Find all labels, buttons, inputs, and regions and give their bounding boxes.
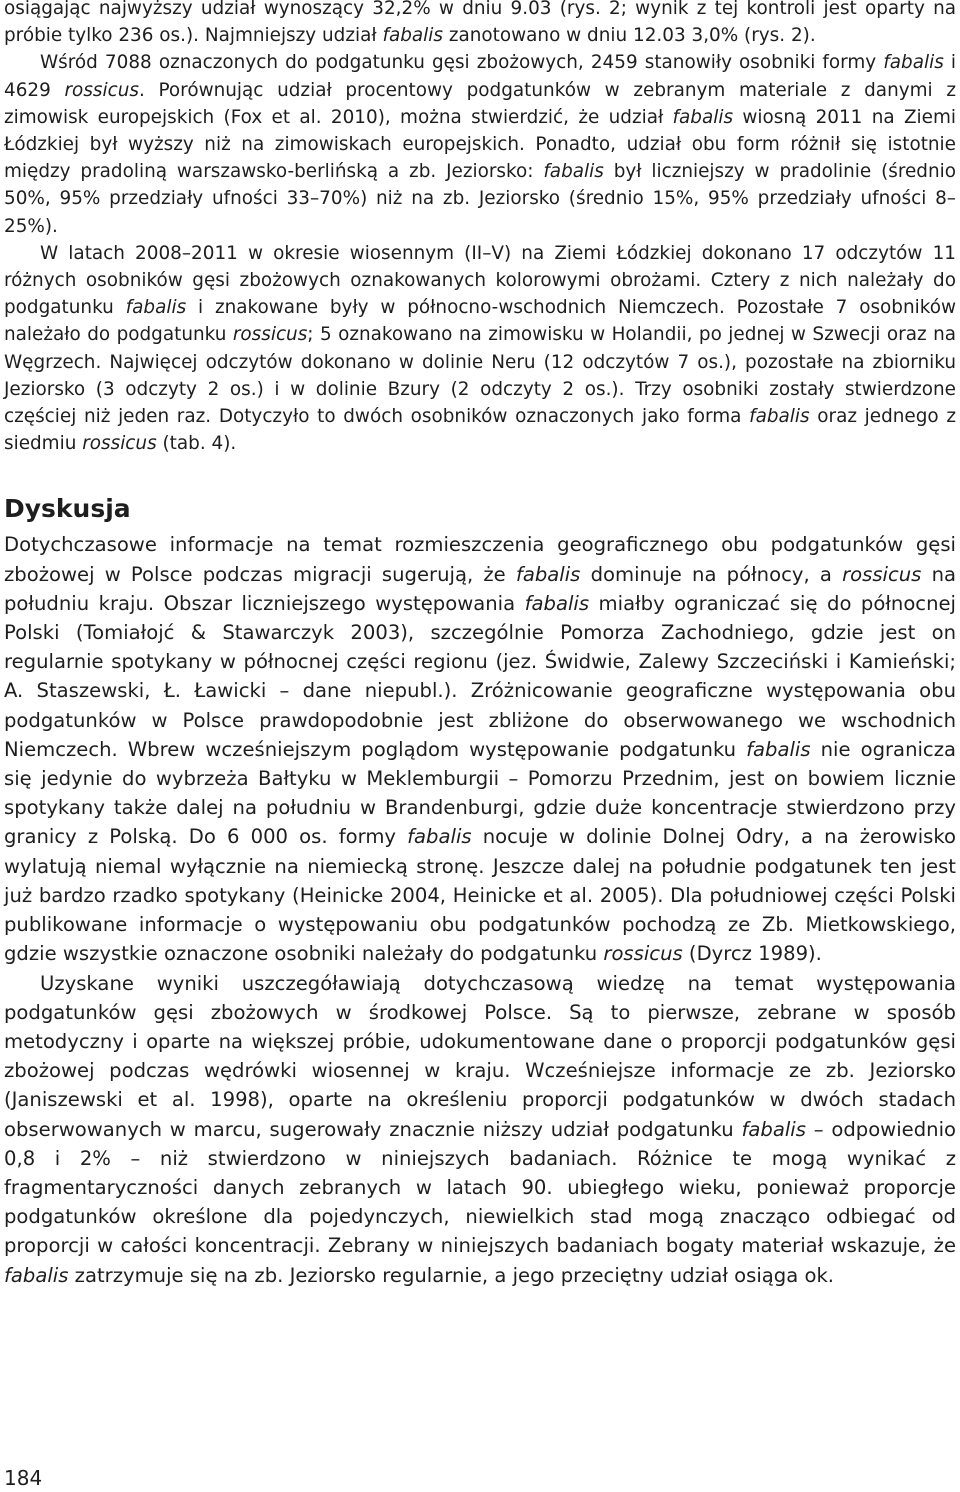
section-heading: Dyskusja (4, 494, 131, 524)
text-run: był liczniejszy w pradolinie (średnio 50%, 95% przedziały ufności 33–70%) niż na zb. Jeziorsko (średnio 15%, 95% przedziały ufności 8–25%). (4, 161, 956, 237)
taxon-name: rossicus (603, 942, 683, 966)
paragraph (4, 0, 956, 49)
taxon-name: fabalis (746, 737, 811, 761)
taxon-name: rossicus (232, 324, 308, 346)
taxon-name: fabalis (407, 825, 472, 849)
text-run: dominuje na północy, a (580, 562, 843, 586)
text-run: (Dyrcz 1989). (682, 942, 822, 966)
text-run: – odpowiednio 0,8 i 2% – niż stwierdzono w niniejszych badaniach. Różnice te mogą wynikać z fragmentaryczności danych zebranych w latach 90. ubiegłego wieku, ponieważ proporcje podgatunków określone dla pojedynczych, niewielkich stad mogą znacząco odbiegać od proporcji w całości koncentracji. Zebrany w niniejszych badaniach bogaty materiał wskazuje, że (4, 1117, 956, 1258)
taxon-name: fabalis (749, 406, 810, 428)
paragraph (4, 49, 956, 239)
text-run: i znakowane były w północno-wschodnich Niemczech. Pozostałe 7 osobników należało do podgatunku (4, 297, 957, 346)
taxon-name: fabalis (543, 161, 604, 183)
text-run: ; 5 oznakowano na zimowisku w Holandii, po jednej w Szwecji oraz na Węgrzech. Najwięcej odczytów dokonano w dolinie Neru (12 odczytów 7 os.), pozostałe na zbiorniku Jeziorsko (3 odczyty 2 os.) i w dolinie Bzury (2 odczyty 2 os.). Trzy osobniki zostały stwierdzone częściej niż jeden raz. Dotyczyło to dwóch osobników oznaczonych jako forma (4, 324, 956, 428)
text-run: Uzyskane wyniki uszczegóławiają dotychczasową wiedzę na temat występowania podgatunków gęsi zbożowych w środkowej Polsce. Są to pierwsze, zebrane w sposób metodyczny i oparte na większej próbie, udokumentowane dane o proporcji podgatunków gęsi zbożowej podczas wędrówki wiosennej w kraju. Wcześniejsze informacje ze zb. Jeziorsko (Janiszewski et al. 1998), oparte na określeniu proporcji podgatunków w dwóch stadach obserwowanych w marcu, sugerowały znacznie niższy udział podgatunku (4, 971, 956, 1141)
text-run: nie ogranicza się jedynie do wybrzeża Bałtyku w Meklemburgii – Pomorzu Przednim, jest on bowiem licznie spotykany także dalej na południu w Brandenburgi, gdzie duże koncentracje stwierdzono przy granicy z Polską. Do 6 000 os. formy (4, 737, 956, 849)
taxon-name: fabalis (672, 106, 734, 128)
text-run: i 4629 (4, 52, 956, 101)
text-run: Dotychczasowe informacje na temat rozmieszczenia geograficznego obu podgatunków gęsi zbożowej w Polsce podczas migracji sugerują, że (4, 533, 956, 586)
text-run: zatrzymuje się na zb. Jeziorsko regularnie, a jego przeciętny udział osiąga ok. (68, 1263, 835, 1287)
page-number: 184 (4, 1466, 43, 1490)
paragraph (4, 240, 956, 458)
text-run: wiosną 2011 na Ziemi Łódzkiej był wyższy niż na zimowiskach europejskich. Ponadto, udział obu form różnił się istotnie między pradoliną warszawsko-berlińską a zb. Jeziorsko: (4, 106, 956, 183)
text-run: . Porównując udział procentowy podgatunków w zebranym materiale z danymi z zimowisk europejskich (Fox et al. 2010), można stwierdzić, że udział (4, 79, 956, 128)
taxon-name: fabalis (382, 25, 443, 47)
taxon-name: fabalis (741, 1117, 806, 1141)
text-run: W latach 2008–2011 w okresie wiosennym (II–V) na Ziemi Łódzkiej dokonano 17 odczytów 11 różnych osobników gęsi zbożowych oznakowanych kolorowymi obrożami. Cztery z nich należały do podgatunku (4, 242, 956, 319)
text-run: miałby ograniczać się do północnej Polski (Tomiałojć & Stawarczyk 2003), szczególnie Pomorza Zachodniego, gdzie jest on regularnie spotykany w północnej części regionu (jez. Świdwie, Zalewy Szczeciński i Kamieński; A. Staszewski, Ł. Ławicki – dane niepubl.). Zróżnicowanie geograficzne występowania obu podgatunków w Polsce prawdopodobnie jest zbliżone do obserwowanego we wschodnich Niemczech. Wbrew wcześniejszym poglądom występowanie podgatunku (4, 591, 956, 761)
taxon-name: fabalis (4, 1263, 69, 1287)
text-run: osiągając najwyższy udział wynoszący 32,2% w dniu 9.03 (rys. 2; wynik z tej kontroli jest oparty na próbie tylko 236 os.). Najmniejszy udział (4, 0, 956, 47)
taxon-name: fabalis (125, 297, 187, 319)
text-run: nocuje w dolinie Dolnej Odry, a na żerowisko wylatują niemal wyłącznie na niemiecką stronę. Jeszcze dalej na południe podgatunek ten jest już bardzo rzadko spotykany (Heinicke 2004, Heinicke et al. 2005). Dla południowej części Polski publikowane informacje o występowaniu obu podgatunków pochodzą ze Zb. Mietkowskiego, gdzie wszystkie oznaczone osobniki należały do podgatunku (4, 825, 956, 966)
text-run: zanotowano w dniu 12.03 3,0% (rys. 2). (442, 25, 816, 47)
results-section (4, 0, 956, 457)
taxon-name: fabalis (515, 562, 581, 586)
taxon-name: fabalis (883, 52, 944, 74)
paragraph (4, 530, 956, 968)
text-run: (tab. 4). (156, 433, 237, 455)
text-run: na południu kraju. Obszar liczniejszego występowania (4, 562, 956, 615)
taxon-name: fabalis (524, 591, 590, 615)
discussion-section (4, 494, 956, 1289)
taxon-name: rossicus (82, 433, 157, 455)
paragraph (4, 969, 956, 1290)
text-run: oraz jednego z siedmiu (4, 406, 956, 455)
taxon-name: rossicus (64, 79, 139, 101)
text-run: Wśród 7088 oznaczonych do podgatunku gęsi zbożowych, 2459 stanowiły osobniki formy (40, 52, 884, 74)
taxon-name: rossicus (842, 562, 922, 586)
